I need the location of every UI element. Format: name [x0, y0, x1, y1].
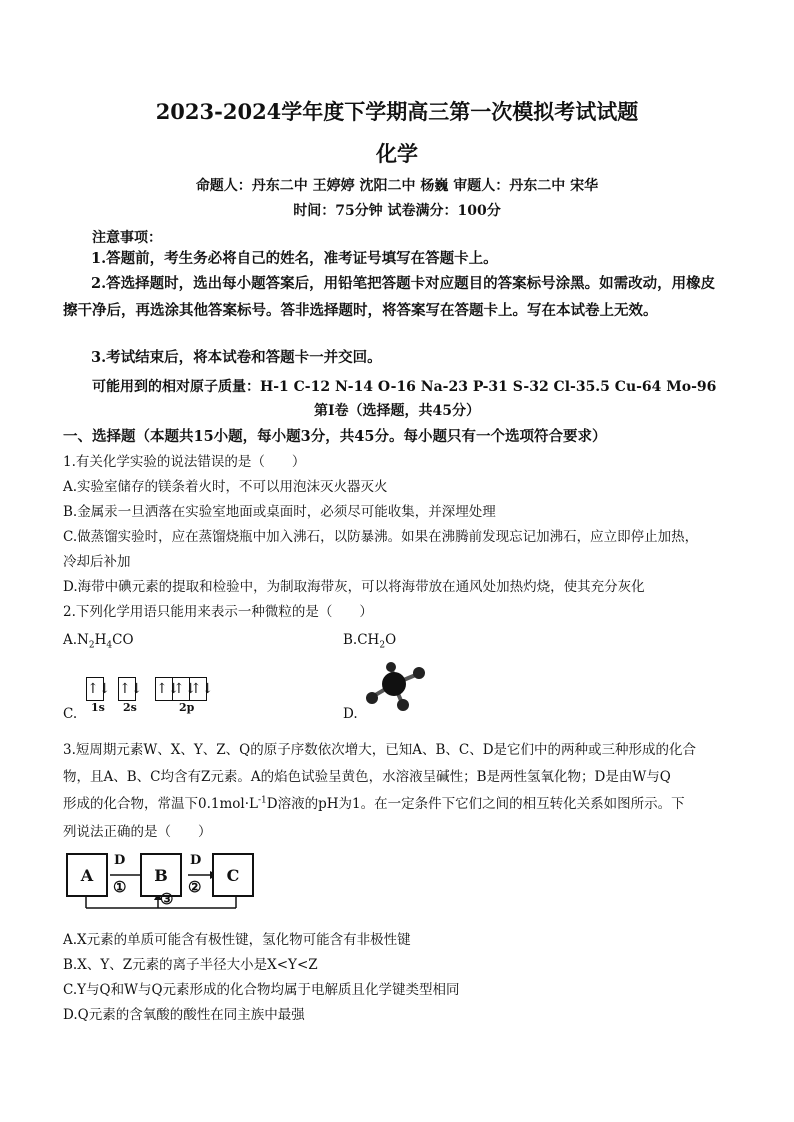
arrow1-number: ①: [113, 878, 127, 896]
note-2: 2.答选择题时，选出每小题答案后，用铅笔把答题卡对应题目的答案标号涂黑。如需改动，用橡皮擦干净后，再选涂其他答案标号。答非选择题时，将答案写在答题卡上。写在本试卷上无效。: [63, 275, 716, 319]
orbital-label-2p: 2p: [179, 701, 195, 714]
orbital-label-2s: 2s: [123, 701, 137, 714]
q1-option-b: B.金属汞一旦洒落在实验室地面或桌面时，必须尽可能收集，并深埋处理: [63, 504, 496, 520]
q3-stem-line4: 列说法正确的是（ ）: [63, 824, 212, 840]
q2-b-formula: $CH_2O$: [357, 632, 397, 651]
q2-b-label: B.: [343, 632, 358, 648]
arrow2-label: D: [190, 853, 202, 868]
orbital-2s: ↑↓: [118, 677, 136, 701]
q2-option-a: [63, 632, 134, 651]
notes-heading: 注意事项：: [92, 230, 162, 246]
ball-stick-molecule-image: [356, 660, 436, 718]
part-heading: 一、选择题（本题共15小题，每小题3分，共45分。每小题只有一个选项符合要求）: [63, 428, 607, 445]
arrow2-number: ②: [188, 878, 202, 896]
q3-option-d: D.Q元素的含氧酸的酸性在同主族中最强: [63, 1007, 305, 1023]
q2-a-label: A.: [63, 632, 78, 648]
q1-option-a: A.实验室储存的镁条着火时，不可以用泡沫灭火器灭火: [63, 479, 388, 495]
orbital-label-1s: 1s: [91, 701, 105, 714]
arrow1-label: D: [114, 853, 126, 868]
orbital-2p: ↑↓ ↑↓ ↑↓: [155, 677, 207, 701]
subject-title: 化学: [376, 141, 418, 166]
q3-option-c: C.Y与Q和W与Q元素形成的化合物均属于电解质且化学键类型相同: [63, 982, 460, 998]
q1-option-d: D.海带中碘元素的提取和检验中，为制取海带灰，可以将海带放在通风处加热灼烧，使其充分灰化: [63, 579, 645, 595]
q3-option-b: B.X、Y、Z元素的离子半径大小是X<Y<Z: [63, 957, 318, 973]
q2-option-d-label: D.: [343, 706, 358, 722]
orbital-1s: ↑↓: [86, 677, 104, 701]
time-score-line: 时间：75分钟 试卷满分：100分: [293, 203, 501, 219]
exam-title: 2023-2024学年度下学期高三第一次模拟考试试题: [155, 99, 639, 124]
arrow3-number: ③: [160, 890, 174, 908]
q3-option-a: A.X元素的单质可能含有极性键，氢化物可能含有非极性键: [63, 932, 411, 948]
q1-option-c: C.做蒸馏实验时，应在蒸馏烧瓶中加入沸石，以防暴沸。如果在沸腾前发现忘记加沸石，应立即停止加热，: [63, 529, 699, 545]
diagram-box-c: C: [212, 853, 254, 897]
diagram-box-b: B: [140, 853, 182, 897]
q3-stem-line1: 3.短周期元素W、X、Y、Z、Q的原子序数依次增大，已知A、B、C、D是它们中的两种或三种形成的化合: [63, 742, 697, 758]
authors-line: 命题人：丹东二中 王婷婷 沈阳二中 杨巍 审题人：丹东二中 宋华: [195, 178, 599, 194]
q2-a-formula: $N_2H_4CO$: [77, 632, 134, 651]
note-3: 3.考试结束后，将本试卷和答题卡一并交回。: [91, 349, 382, 366]
atomic-masses: 可能用到的相对原子质量：H-1 C-12 N-14 O-16 Na-23 P-31 S-32 Cl-35.5 Cu-64 Mo-96: [92, 379, 717, 395]
q2-option-b: [343, 632, 396, 651]
q3-stem-line3: 形成的化合物，常温下$0.1mol\cdot L^{-1}D$溶液的pH为1。在一定条件下它们之间的相互转化关系如图所示。下: [63, 795, 685, 812]
note-1: 1.答题前，考生务必将自己的姓名，准考证号填写在答题卡上。: [91, 250, 498, 267]
q1-option-c-cont: 冷却后补加: [63, 554, 131, 570]
diagram-box-a: A: [66, 853, 108, 897]
volume-heading: 第Ⅰ卷（选择题，共45分）: [313, 403, 481, 419]
q2-option-c-label: C.: [63, 706, 78, 722]
q1-stem: 1.有关化学实验的说法错误的是（ ）: [63, 454, 306, 470]
q2-stem: 2.下列化学用语只能用来表示一种微粒的是（ ）: [63, 604, 373, 620]
q3-stem-line2: 物，且A、B、C均含有Z元素。A的焰色试验呈黄色，水溶液呈碱性；B是两性氢氧化物；D是由W与Q: [63, 769, 671, 785]
